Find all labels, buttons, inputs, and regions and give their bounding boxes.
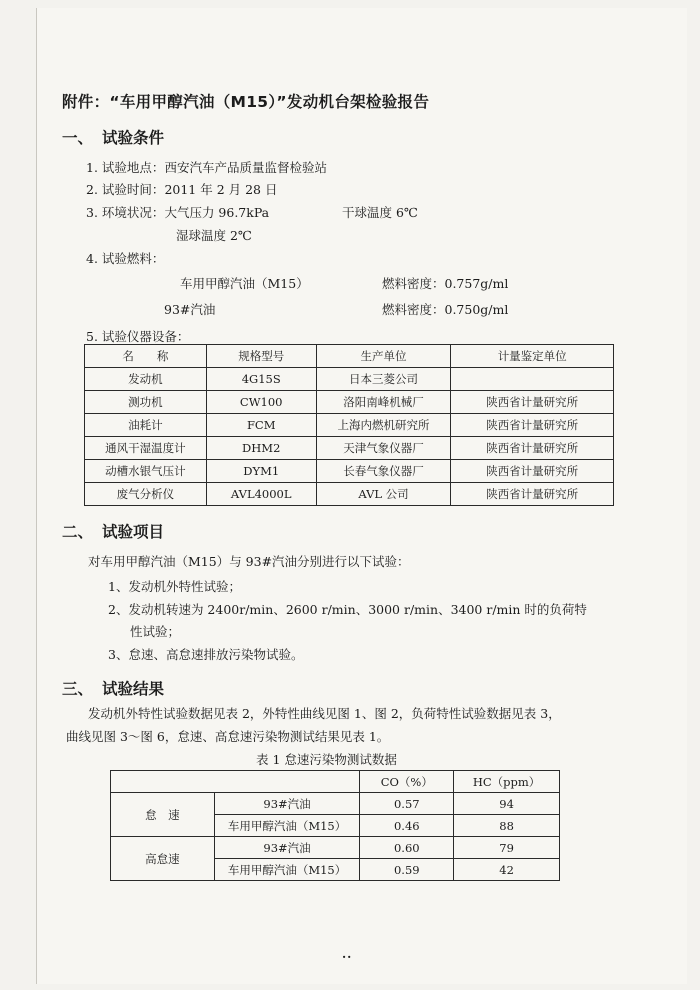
equipment-table: [84, 344, 614, 506]
table-cell: 日本三菱公司: [316, 368, 451, 391]
section-1-heading: [62, 126, 164, 148]
table-cell: 42: [454, 859, 560, 881]
item-label: 试验燃料：: [101, 251, 165, 266]
section-2-title: 试验项目: [102, 523, 165, 541]
section-2-intro: 对车用甲醇汽油（M15）与 93#汽油分别进行以下试验：: [88, 554, 410, 569]
table-cell: 79: [454, 837, 560, 859]
table-cell: 油耗计: [85, 414, 207, 437]
table-cell: 废气分析仪: [85, 483, 207, 506]
table-row: [85, 460, 614, 483]
table-cell: 测功机: [85, 391, 207, 414]
table-row: [111, 837, 560, 859]
column-header: HC（ppm）: [454, 771, 560, 793]
condition-equipment: [86, 327, 189, 345]
table-cell: 通风干湿温度计: [85, 437, 207, 460]
section-2-number: 二、: [62, 523, 94, 541]
table-cell: CW100: [206, 391, 316, 414]
table-cell: 陕西省计量研究所: [451, 414, 614, 437]
table-cell: DHM2: [206, 437, 316, 460]
section-3-number: 三、: [62, 680, 94, 698]
table-cell: 车用甲醇汽油（M15）: [214, 815, 360, 837]
table-row: [85, 391, 614, 414]
table-row: [85, 414, 614, 437]
idle-emission-table: [110, 770, 560, 881]
table-header-row: [85, 345, 614, 368]
item-number: 3.: [86, 205, 98, 220]
item-number: 1.: [86, 160, 98, 175]
table-caption: 表 1 怠速污染物测试数据: [256, 752, 397, 767]
fuel-m15-density: 燃料密度：0.757g/ml: [382, 276, 509, 291]
condition-fuel: [86, 249, 164, 267]
table-cell: AVL4000L: [206, 483, 316, 506]
table-cell: 陕西省计量研究所: [451, 437, 614, 460]
table-row: [85, 483, 614, 506]
group-label: 高怠速: [111, 837, 215, 881]
item-number: 4.: [86, 251, 98, 266]
item-value: 大气压力 96.7kPa: [164, 205, 270, 220]
fuel-m15-name: 车用甲醇汽油（M15）: [180, 276, 309, 291]
table-cell: [451, 368, 614, 391]
test-item-3: 3、怠速、高怠速排放污染物试验。: [108, 647, 304, 662]
column-header: 生产单位: [316, 345, 451, 368]
item-label: 试验仪器设备：: [101, 329, 190, 344]
table-cell: 陕西省计量研究所: [451, 483, 614, 506]
results-paragraph-line-1: 发动机外特性试验数据见表 2，外特性曲线见图 1、图 2，负荷特性试验数据见表 3，: [88, 706, 561, 721]
table-cell: 洛阳南峰机械厂: [316, 391, 451, 414]
wet-bulb-temperature: 湿球温度 2℃: [176, 228, 252, 243]
table-row: [111, 793, 560, 815]
fuel-93-name: 93#汽油: [164, 302, 216, 317]
test-item-1: 1、发动机外特性试验；: [108, 579, 241, 594]
table-cell: 天津气象仪器厂: [316, 437, 451, 460]
table-cell: 长春气象仪器厂: [316, 460, 451, 483]
table-cell: DYM1: [206, 460, 316, 483]
table-cell: AVL 公司: [316, 483, 451, 506]
table-cell: 94: [454, 793, 560, 815]
table-cell: 93#汽油: [214, 793, 360, 815]
table-cell: 陕西省计量研究所: [451, 391, 614, 414]
document-title: 附件：“车用甲醇汽油（M15）”发动机台架检验报告: [62, 93, 430, 111]
item-value: 2011 年 2 月 28 日: [164, 182, 278, 197]
fuel-93-density: 燃料密度：0.750g/ml: [382, 302, 509, 317]
column-header: [111, 771, 360, 793]
item-number: 5.: [86, 329, 98, 344]
test-item-2-cont: 性试验；: [130, 624, 181, 639]
table-cell: 发动机: [85, 368, 207, 391]
dry-bulb-temperature: 干球温度 6℃: [342, 205, 418, 220]
table-cell: 0.60: [360, 837, 454, 859]
table-cell: 93#汽油: [214, 837, 360, 859]
table-cell: FCM: [206, 414, 316, 437]
table-cell: 动槽水银气压计: [85, 460, 207, 483]
section-2-heading: [62, 520, 164, 542]
condition-location: [86, 158, 327, 176]
results-paragraph-line-2: 曲线见图 3～图 6，怠速、高怠速污染物测试结果见表 1。: [66, 729, 390, 744]
column-header: CO（%）: [360, 771, 454, 793]
table-cell: 陕西省计量研究所: [451, 460, 614, 483]
item-label: 试验时间：: [101, 182, 165, 197]
column-header: 计量鉴定单位: [451, 345, 614, 368]
section-3-title: 试验结果: [102, 680, 165, 698]
section-1-title: 试验条件: [102, 129, 165, 147]
condition-environment: [86, 203, 269, 221]
section-1-number: 一、: [62, 129, 94, 147]
condition-time: [86, 180, 277, 198]
table-header-row: [111, 771, 560, 793]
table-cell: 4G15S: [206, 368, 316, 391]
column-header: 规格型号: [206, 345, 316, 368]
item-label: 试验地点：: [101, 160, 165, 175]
item-label: 环境状况：: [101, 205, 165, 220]
section-3-heading: [62, 677, 164, 699]
table-cell: 0.59: [360, 859, 454, 881]
table-cell: 88: [454, 815, 560, 837]
table-cell: 0.46: [360, 815, 454, 837]
table-cell: 车用甲醇汽油（M15）: [214, 859, 360, 881]
table-row: [85, 437, 614, 460]
item-number: 2.: [86, 182, 98, 197]
group-label: 怠 速: [111, 793, 215, 837]
test-item-2: 2、发动机转速为 2400r/min、2600 r/min、3000 r/min、3400 r/min 时的负荷特: [108, 602, 587, 617]
table-cell: 0.57: [360, 793, 454, 815]
table-cell: 上海内燃机研究所: [316, 414, 451, 437]
column-header: 名 称: [85, 345, 207, 368]
table-row: [85, 368, 614, 391]
page-footer-mark: ··: [342, 950, 353, 964]
item-value: 西安汽车产品质量监督检验站: [164, 160, 327, 175]
